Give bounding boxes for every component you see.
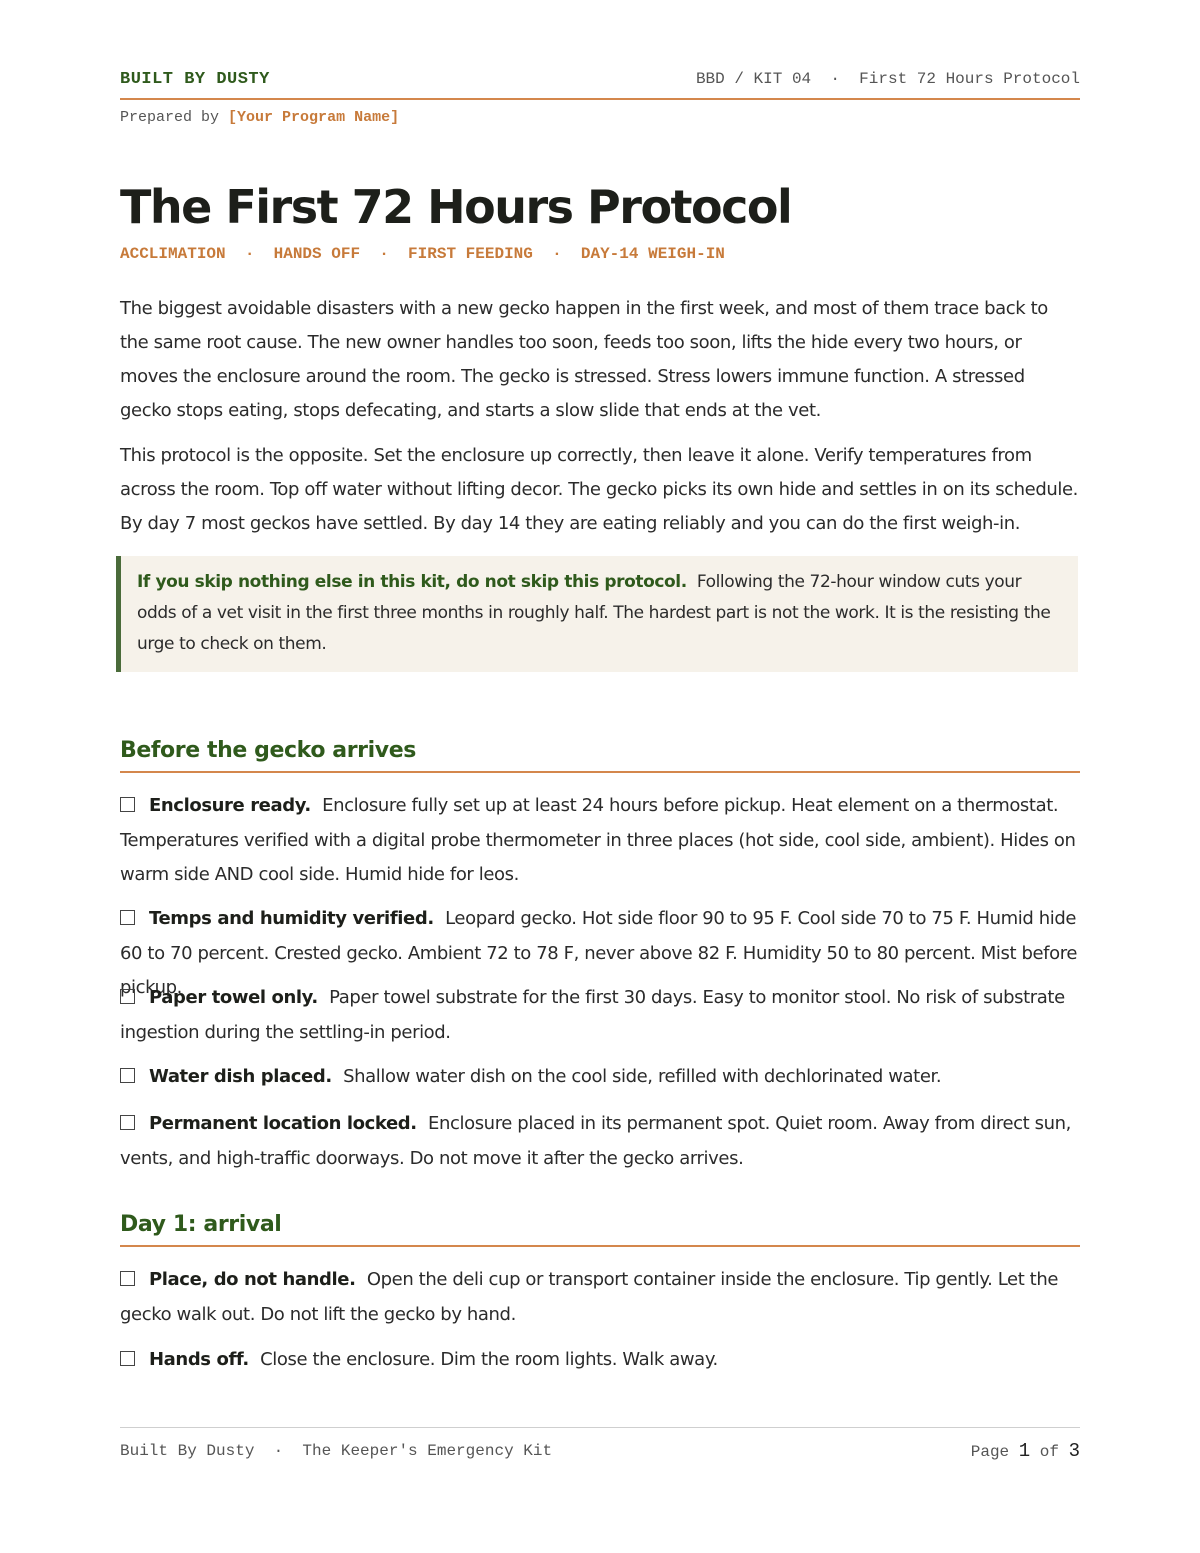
checklist-item <box>120 1343 1080 1378</box>
callout-lead: If you skip nothing else in this kit, do not skip this protocol. <box>137 572 687 592</box>
page-of: of <box>1039 1443 1059 1461</box>
checklist-item-text: Enclosure placed in its permanent spot. Quiet room. Away from direct sun, vents, and high-traffic doorways. Do not move it after the gecko arrives. <box>120 1113 1071 1169</box>
checkbox[interactable] <box>120 1115 135 1130</box>
checklist-item-label: Permanent location locked. <box>149 1113 417 1134</box>
checklist-item <box>120 1107 1080 1176</box>
page-label: Page <box>970 1443 1010 1461</box>
checkbox[interactable] <box>120 1068 135 1083</box>
callout-body: Following the 72-hour window cuts your odds of a vet visit in the first three months in roughly half. The hardest part is not the work. It is the resisting the urge to check on them. <box>137 572 1051 654</box>
checklist-item-label: Enclosure ready. <box>149 795 311 816</box>
checklist-item <box>120 1060 1080 1095</box>
brand-name: BUILT BY DUSTY <box>120 70 270 89</box>
checklist-item-label: Place, do not handle. <box>149 1269 356 1290</box>
topic-tags: ACCLIMATION · HANDS OFF · FIRST FEEDING · DAY-14 WEIGH-IN <box>120 245 725 263</box>
checklist-item-text: Enclosure fully set up at least 24 hours before pickup. Heat element on a thermostat. Temperatures verified with a digital probe thermometer in three places (hot side, cool side, ambient). Hides on warm side AND cool side. Humid hide for leos. <box>120 795 1076 885</box>
checklist-item-text: Paper towel substrate for the first 30 days. Easy to monitor stool. No risk of substrate ingestion during the settling-in period. <box>120 987 1065 1043</box>
checklist-item-text: Shallow water dish on the cool side, refilled with dechlorinated water. <box>343 1066 942 1087</box>
footer-title: Built By Dusty · The Keeper's Emergency Kit <box>120 1442 553 1460</box>
checklist-item-text: Leopard gecko. Hot side floor 90 to 95 F. Cool side 70 to 75 F. Humid hide 60 to 70 percent. Crested gecko. Ambient 72 to 78 F, never above 82 F. Humidity 50 to 80 percent. Mist before pickup. <box>120 908 1077 998</box>
page-number <box>971 1440 1080 1462</box>
checkbox[interactable] <box>120 910 135 925</box>
checklist-item <box>120 1263 1080 1332</box>
section-heading: Before the gecko arrives <box>120 738 1080 773</box>
checklist-item <box>120 789 1080 893</box>
checklist-item-text: Close the enclosure. Dim the room lights. Walk away. <box>260 1349 718 1370</box>
intro-paragraph: The biggest avoidable disasters with a new gecko happen in the first week, and most of them trace back to the same root cause. The new owner handles too soon, feeds too soon, lifts the hide every two hours, or moves the enclosure around the room. The gecko is stressed. Stress lowers immune function. A stressed gecko stops eating, stops defecating, and starts a slow slide that ends at the vet. <box>120 298 1048 421</box>
page-title: The First 72 Hours Protocol <box>120 180 792 234</box>
section-heading: Day 1: arrival <box>120 1212 1080 1247</box>
program-name-placeholder: [Your Program Name] <box>228 109 400 126</box>
callout-text <box>137 567 1060 660</box>
page-total: 3 <box>1068 1440 1080 1462</box>
document-id: BBD / KIT 04 · First 72 Hours Protocol <box>695 70 1080 88</box>
prepared-by-label: Prepared by <box>120 109 220 126</box>
checkbox[interactable] <box>120 1271 135 1286</box>
checklist-item-label: Paper towel only. <box>149 987 318 1008</box>
checklist-item-label: Temps and humidity verified. <box>149 908 434 929</box>
checkbox[interactable] <box>120 1351 135 1366</box>
page-footer <box>120 1427 1080 1462</box>
checklist-item-text: Open the deli cup or transport container inside the enclosure. Tip gently. Let the gecko walk out. Do not lift the gecko by hand. <box>120 1269 1059 1325</box>
intro-paragraph: This protocol is the opposite. Set the enclosure up correctly, then leave it alone. Verify temperatures from across the room. Top off water without lifting decor. The gecko picks its own hide and settles in on its schedule. By day 7 most geckos have settled. By day 14 they are eating reliably and you can do the first weigh-in. <box>120 445 1078 534</box>
page-header <box>120 68 1080 100</box>
checklist-item <box>120 981 1080 1050</box>
page-current: 1 <box>1018 1440 1031 1462</box>
checklist-item-label: Hands off. <box>149 1349 249 1370</box>
callout-box <box>116 556 1078 672</box>
checkbox[interactable] <box>120 989 135 1004</box>
checklist-item-label: Water dish placed. <box>149 1066 332 1087</box>
prepared-by-line <box>120 109 399 126</box>
checkbox[interactable] <box>120 797 135 812</box>
